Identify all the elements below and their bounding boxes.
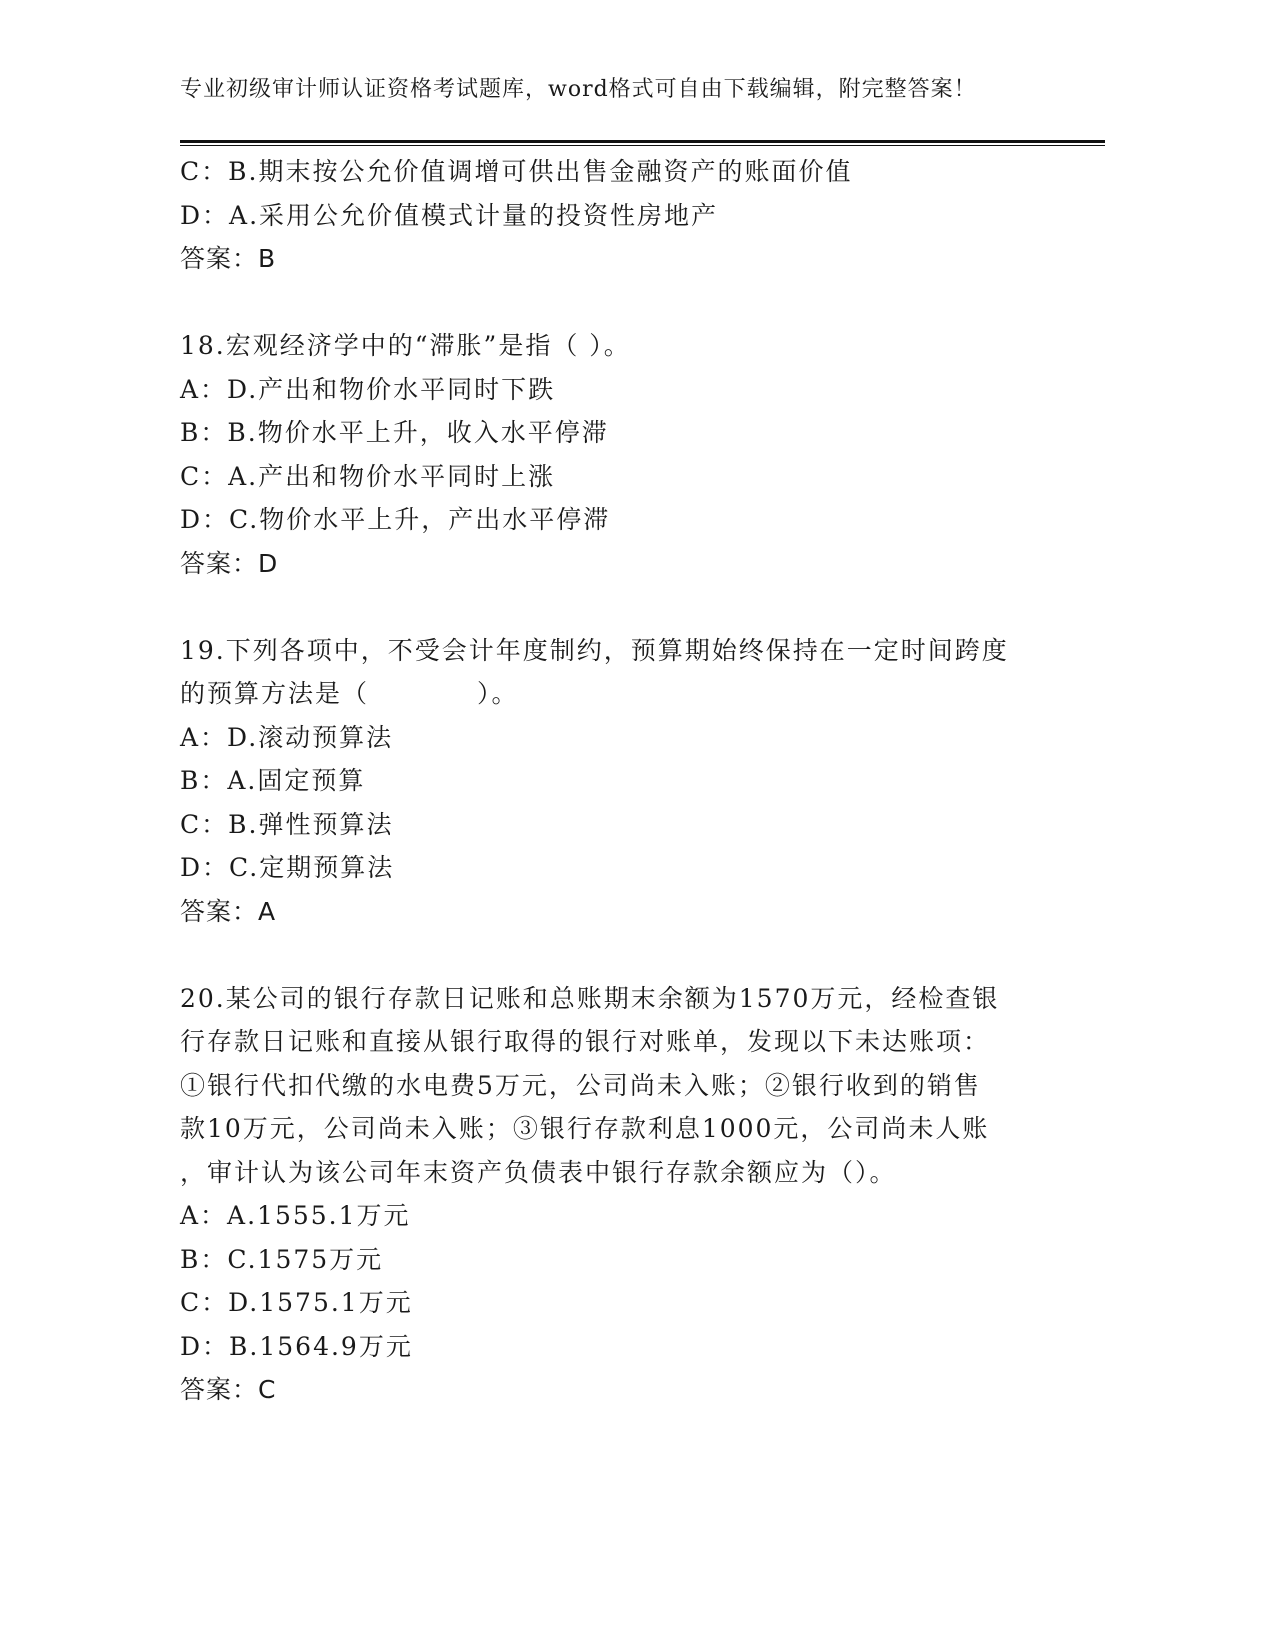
option-c: C：B.期末按公允价值调增可供出售金融资产的账面价值: [180, 157, 853, 186]
option-a: A：A.1555.1万元: [180, 1201, 411, 1230]
question-stem: ①银行代扣代缴的水电费5万元，公司尚未入账；②银行收到的销售: [180, 1070, 981, 1100]
option-d: D：C.定期预算法: [180, 853, 395, 882]
option-d: D：A.采用公允价值模式计量的投资性房地产: [180, 200, 719, 230]
question-stem: 的预算方法是（ ）。: [180, 679, 519, 708]
question-stem: 款10万元，公司尚未入账；③银行存款利息1000元，公司尚未人账: [180, 1114, 990, 1143]
question-17-continued: [180, 150, 1050, 281]
answer-line: 答案：B: [180, 244, 277, 273]
question-stem: 18.宏观经济学中的“滞胀”是指（ ）。: [180, 331, 631, 360]
option-c: C：D.1575.1万元: [180, 1288, 413, 1317]
question-stem: ，审计认为该公司年末资产负债表中银行存款余额应为（）。: [180, 1157, 897, 1187]
question-stem: 20.某公司的银行存款日记账和总账期末余额为1570万元，经检查银: [180, 983, 1000, 1013]
answer-line: 答案：C: [180, 1375, 277, 1404]
option-b: B：B.物价水平上升，收入水平停滞: [180, 418, 609, 447]
question-list: [180, 150, 1050, 1412]
question-19: [180, 629, 1050, 934]
answer-line: 答案：A: [180, 896, 277, 926]
option-c: C：B.弹性预算法: [180, 809, 394, 839]
spacer: [180, 585, 1050, 629]
answer-line: 答案：D: [180, 548, 279, 578]
option-b: B：C.1575万元: [180, 1244, 384, 1274]
page-header: 专业初级审计师认证资格考试题库，word格式可自由下载编辑，附完整答案！: [180, 77, 977, 102]
header-divider: [180, 140, 1105, 146]
option-d: D：B.1564.9万元: [180, 1331, 413, 1361]
option-c: C：A.产出和物价水平同时上涨: [180, 461, 556, 491]
question-20: [180, 977, 1050, 1412]
question-stem: 行存款日记账和直接从银行取得的银行对账单，发现以下未达账项：: [180, 1027, 991, 1056]
spacer: [180, 933, 1050, 977]
option-a: A：D.滚动预算法: [180, 722, 394, 752]
question-stem: 19.下列各项中，不受会计年度制约，预算期始终保持在一定时间跨度: [180, 635, 1009, 665]
option-b: B：A.固定预算: [180, 766, 366, 795]
option-d: D：C.物价水平上升，产出水平停滞: [180, 505, 611, 534]
spacer: [180, 281, 1050, 325]
question-18: [180, 324, 1050, 585]
option-a: A：D.产出和物价水平同时下跌: [180, 374, 556, 404]
